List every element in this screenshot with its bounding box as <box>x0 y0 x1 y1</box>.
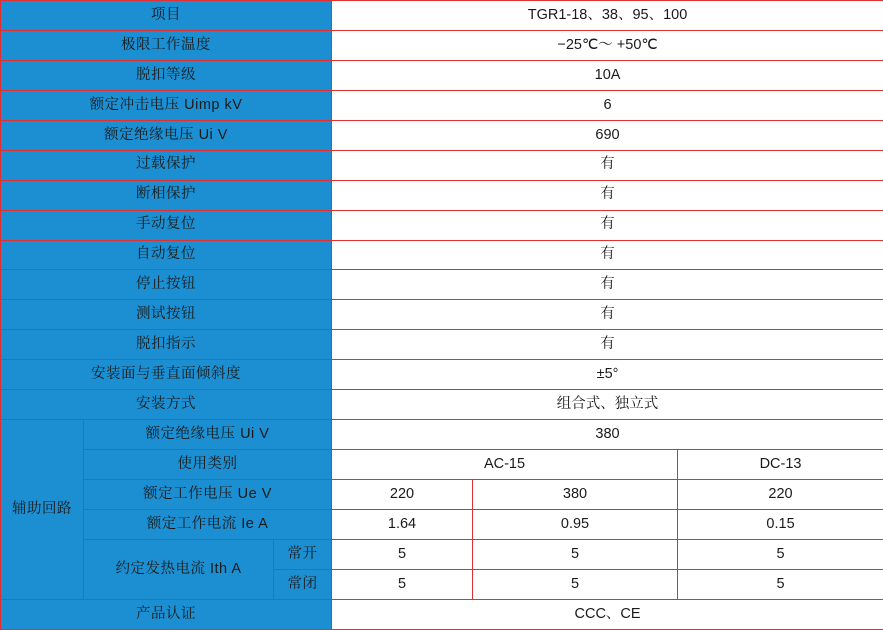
aux-row-label: 约定发热电流 Ith A <box>84 539 274 599</box>
aux-group-label: 辅助回路 <box>1 420 84 600</box>
row-label: 停止按钮 <box>1 270 332 300</box>
table-row-aux <box>1 539 883 569</box>
row-label: 项目 <box>1 1 332 31</box>
table-row-aux <box>1 509 883 539</box>
aux-row-label: 额定工作电压 Ue V <box>84 480 332 510</box>
row-value: 有 <box>332 150 883 180</box>
table-row <box>1 210 883 240</box>
row-label: 测试按钮 <box>1 300 332 330</box>
table-row <box>1 60 883 90</box>
row-label: 自动复位 <box>1 240 332 270</box>
table-row <box>1 240 883 270</box>
aux-row-value: AC-15 <box>332 450 678 480</box>
row-value: 有 <box>332 210 883 240</box>
table-row <box>1 330 883 360</box>
table-row <box>1 150 883 180</box>
row-label: 额定绝缘电压 Ui V <box>1 120 332 150</box>
row-value: 10A <box>332 60 883 90</box>
row-value: 有 <box>332 300 883 330</box>
table-row <box>1 390 883 420</box>
aux-row-sublabel: 常开 <box>274 539 332 569</box>
aux-row-value: 380 <box>473 480 678 510</box>
row-value: 组合式、独立式 <box>332 390 883 420</box>
table-row <box>1 30 883 60</box>
row-value: 有 <box>332 330 883 360</box>
row-label: 断相保护 <box>1 180 332 210</box>
aux-row-label: 额定绝缘电压 Ui V <box>84 420 332 450</box>
row-label: 脱扣指示 <box>1 330 332 360</box>
row-label: 脱扣等级 <box>1 60 332 90</box>
aux-row-value: 5 <box>473 569 678 599</box>
row-value: 690 <box>332 120 883 150</box>
aux-row-value: 5 <box>332 569 473 599</box>
row-value: 有 <box>332 270 883 300</box>
row-value: −25℃～ +50℃ <box>332 30 883 60</box>
table-row <box>1 120 883 150</box>
aux-row-value: 5 <box>678 539 883 569</box>
table-row <box>1 360 883 390</box>
table-row-aux <box>1 480 883 510</box>
table-row <box>1 1 883 31</box>
row-value: TGR1-18、38、95、100 <box>332 1 883 31</box>
row-value: ±5° <box>332 360 883 390</box>
table-row <box>1 90 883 120</box>
aux-row-value: DC-13 <box>678 450 883 480</box>
table-row <box>1 270 883 300</box>
row-label: 额定冲击电压 Uimp kV <box>1 90 332 120</box>
row-value: 有 <box>332 180 883 210</box>
aux-row-label: 额定工作电流 Ie A <box>84 509 332 539</box>
aux-row-value: 0.15 <box>678 509 883 539</box>
aux-row-value: 5 <box>473 539 678 569</box>
footer-value: CCC、CE <box>332 599 883 629</box>
aux-row-value: 0.95 <box>473 509 678 539</box>
row-value: 6 <box>332 90 883 120</box>
row-label: 安装面与垂直面倾斜度 <box>1 360 332 390</box>
row-label: 极限工作温度 <box>1 30 332 60</box>
aux-row-value: 220 <box>332 480 473 510</box>
aux-row-value: 5 <box>678 569 883 599</box>
table-row-aux <box>1 450 883 480</box>
row-label: 安装方式 <box>1 390 332 420</box>
row-value: 有 <box>332 240 883 270</box>
table-row <box>1 300 883 330</box>
aux-row-value: 1.64 <box>332 509 473 539</box>
row-label: 过载保护 <box>1 150 332 180</box>
aux-row-value: 220 <box>678 480 883 510</box>
aux-row-sublabel: 常闭 <box>274 569 332 599</box>
footer-label: 产品认证 <box>1 599 332 629</box>
row-label: 手动复位 <box>1 210 332 240</box>
table-row-footer <box>1 599 883 629</box>
table-row <box>1 180 883 210</box>
table-row-aux <box>1 420 883 450</box>
aux-row-value: 380 <box>332 420 883 450</box>
aux-row-value: 5 <box>332 539 473 569</box>
aux-row-label: 使用类别 <box>84 450 332 480</box>
